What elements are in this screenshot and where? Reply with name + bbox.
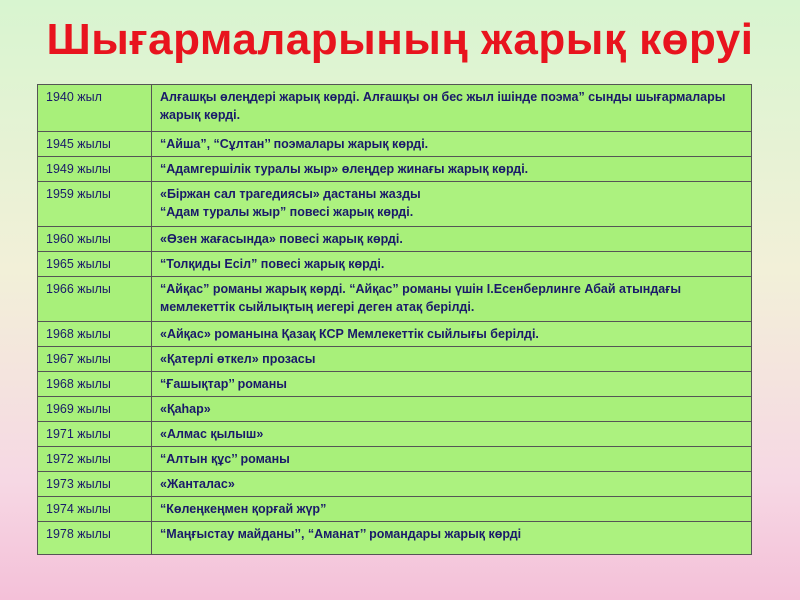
event-cell: “Маңғыстау майданы’’, “Аманат’’ романдары жарық көрді (152, 522, 752, 555)
year-cell: 1971 жылы (38, 422, 152, 447)
table-row (38, 522, 752, 555)
year-cell: 1966 жылы (38, 277, 152, 322)
year-cell: 1965 жылы (38, 252, 152, 277)
table-row (38, 277, 752, 322)
event-cell: “Айқас” романы жарық көрді. “Айқас” романы үшін І.Есенберлинге Абай атындағы мемлекеттік сыйлықтың иегері деген атақ берілді. (152, 277, 752, 322)
event-cell: «Өзен жағасында» повесі жарық көрді. (152, 227, 752, 252)
chronology-table (37, 84, 752, 555)
event-cell: “Алтын құс’’ романы (152, 447, 752, 472)
year-cell: 1968 жылы (38, 322, 152, 347)
table-row (38, 447, 752, 472)
year-cell: 1959 жылы (38, 182, 152, 227)
event-cell: «Алмас қылыш» (152, 422, 752, 447)
event-cell: “Адамгершілік туралы жыр» өлеңдер жинағы жарық көрді. (152, 157, 752, 182)
year-cell: 1974 жылы (38, 497, 152, 522)
year-cell: 1973 жылы (38, 472, 152, 497)
year-cell: 1968 жылы (38, 372, 152, 397)
table-row (38, 157, 752, 182)
table-row (38, 85, 752, 132)
event-cell: «Қатерлі өткел» прозасы (152, 347, 752, 372)
year-cell: 1978 жылы (38, 522, 152, 555)
year-cell: 1969 жылы (38, 397, 152, 422)
event-cell: «Айқас» романына Қазақ КСР Мемлекеттік сыйлығы берілді. (152, 322, 752, 347)
table-row (38, 372, 752, 397)
event-cell: «Жанталас» (152, 472, 752, 497)
table-row (38, 397, 752, 422)
table-row (38, 347, 752, 372)
table-row (38, 497, 752, 522)
event-cell: «Біржан сал трагедиясы» дастаны жазды “Адам туралы жыр” повесі жарық көрді. (152, 182, 752, 227)
table-row (38, 322, 752, 347)
table-row (38, 422, 752, 447)
event-cell: «Қаһар» (152, 397, 752, 422)
page-title: Шығармаларының жарық көруі (46, 15, 754, 64)
event-cell: “Ғашықтар’’ романы (152, 372, 752, 397)
table-row (38, 182, 752, 227)
table-row (38, 132, 752, 157)
event-cell: “Көлеңкеңмен қорғай жүр” (152, 497, 752, 522)
event-cell: “Айша”, “Сұлтан’’ поэмалары жарық көрді. (152, 132, 752, 157)
event-cell: “Толқиды Есіл” повесі жарық көрді. (152, 252, 752, 277)
year-cell: 1960 жылы (38, 227, 152, 252)
event-cell: Алғашқы өлеңдері жарық көрді. Алғашқы он бес жыл ішінде поэма” сынды шығармалары жарық көрді. (152, 85, 752, 132)
table-row (38, 252, 752, 277)
year-cell: 1967 жылы (38, 347, 152, 372)
table-row (38, 472, 752, 497)
year-cell: 1940 жыл (38, 85, 152, 132)
year-cell: 1972 жылы (38, 447, 152, 472)
year-cell: 1949 жылы (38, 157, 152, 182)
year-cell: 1945 жылы (38, 132, 152, 157)
table-row (38, 227, 752, 252)
